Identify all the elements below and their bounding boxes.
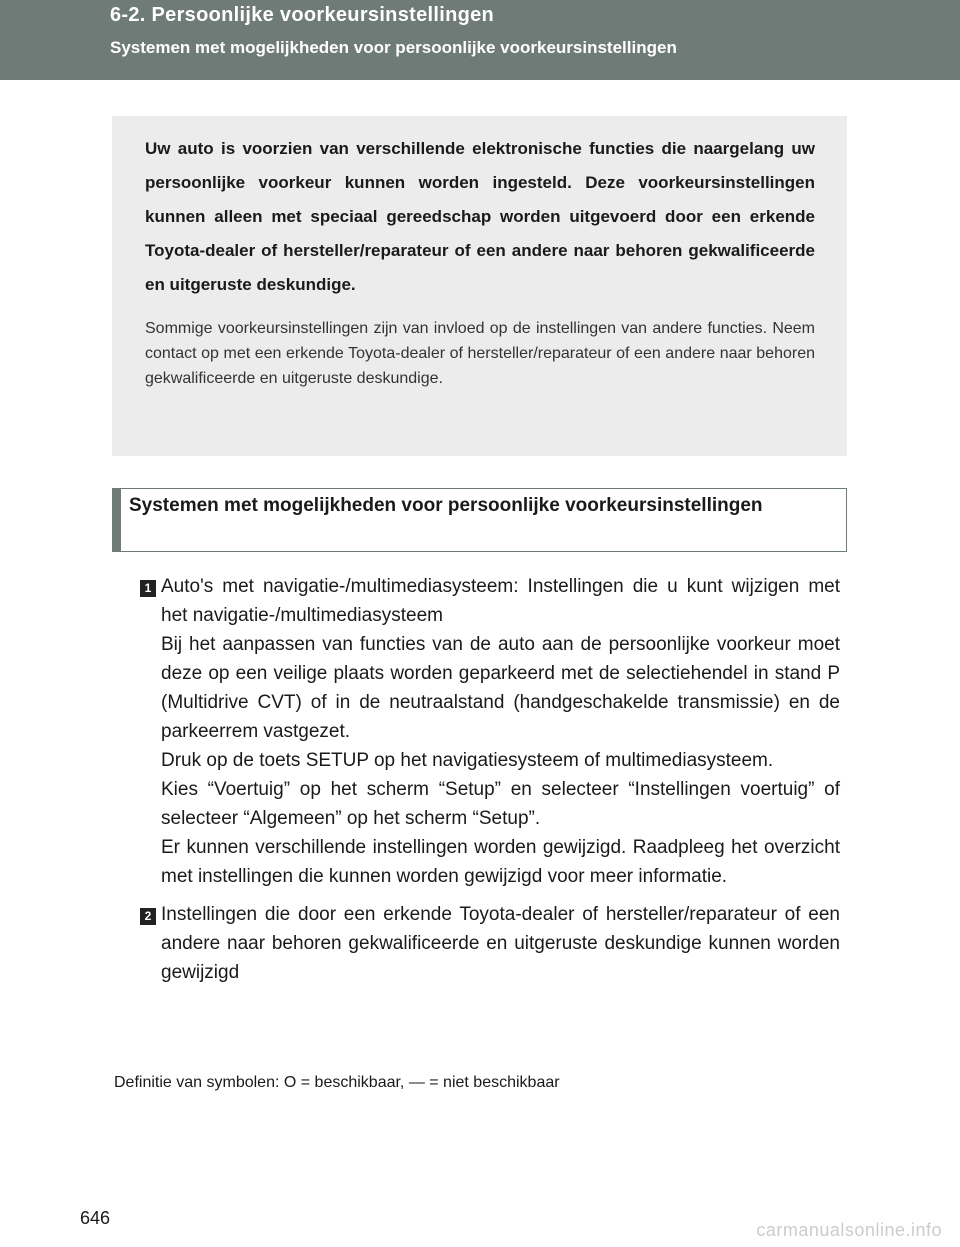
watermark-text: carmanualsonline.info <box>756 1220 942 1240</box>
section-heading: Systemen met mogelijkheden voor persoonlijke voorkeursinstellingen <box>112 488 847 552</box>
item-title: Instellingen die door een erkende Toyota-dealer of hersteller/reparateur of een andere naar behoren gekwalificeerde en uitgeruste deskundige kunnen worden gewijzigd <box>161 904 840 983</box>
intro-bold-text: Uw auto is voorzien van verschillende elektronische functies die naargelang uw persoonlijke voorkeur kunnen worden ingesteld. Deze voorkeursinstellingen kunnen alleen met speciaal gereedschap worden uitgevoerd door een erkende Toyota-dealer of hersteller/reparateur of een andere naar behoren gekwalificeerde en uitgeruste deskundige. <box>145 139 815 294</box>
intro-note-text: Sommige voorkeursinstellingen zijn van invloed op de instellingen van andere functies. Neem contact op met een erkende Toyota-dealer of hersteller/reparateur of een andere naar behoren gekwalificeerde en uitgeruste deskundige. <box>145 320 815 387</box>
item-paragraph: Kies “Voertuig” op het scherm “Setup” en selecteer “Instellingen voertuig” of selecteer “Algemeen” op het scherm “Setup”. <box>161 779 840 829</box>
item-number-badge: 2 <box>140 908 156 925</box>
section-title: 6-2. Persoonlijke voorkeursinstellingen <box>110 4 495 26</box>
item-list <box>140 572 840 987</box>
item-paragraph: Er kunnen verschillende instellingen worden gewijzigd. Raadpleeg het overzicht met instellingen die kunnen worden gewijzigd voor meer informatie. <box>161 837 840 887</box>
chapter-header <box>0 0 960 80</box>
item-paragraph: Bij het aanpassen van functies van de auto aan de persoonlijke voorkeur moet deze op een veilige plaats worden geparkeerd met de selectiehendel in stand P (Multidrive CVT) of in de neutraalstand (handgeschakelde transmissie) en de parkeerrem vastgezet. <box>161 634 840 742</box>
intro-box <box>112 116 847 456</box>
symbol-definition: Definitie van symbolen: O = beschikbaar, — = niet beschikbaar <box>114 1074 560 1091</box>
item-paragraph: Druk op de toets SETUP op het navigatiesysteem of multimediasysteem. <box>161 750 774 771</box>
item-number-badge: 1 <box>140 580 156 597</box>
subsection-title: Systemen met mogelijkheden voor persoonlijke voorkeursinstellingen <box>110 38 677 57</box>
item-title: Auto's met navigatie-/multimediasysteem: Instellingen die u kunt wijzigen met het navigatie-/multimediasysteem <box>161 576 840 626</box>
list-item <box>140 900 840 987</box>
list-item <box>140 572 840 891</box>
page-number: 646 <box>80 1208 111 1228</box>
